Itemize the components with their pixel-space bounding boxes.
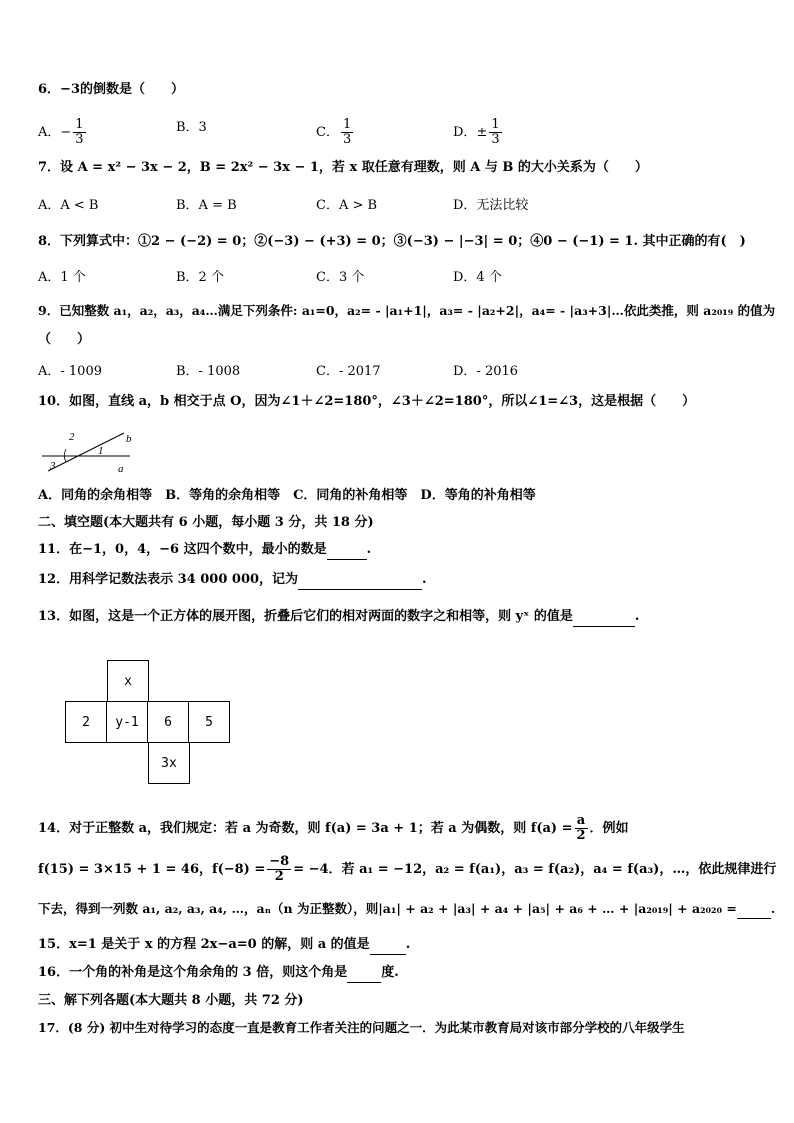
q9-option-c: C．- 2017 (316, 364, 381, 379)
q9-option-b: B．- 1008 (176, 364, 241, 379)
section-3-heading: 三、解下列各题(本大题共 8 小题，共 72 分) (38, 993, 304, 1008)
net-cell-4: 5 (188, 701, 230, 743)
q10-angle-figure (38, 425, 148, 477)
fig-label-a: a (118, 463, 124, 475)
q7-option-b: B．A = B (176, 198, 237, 213)
q17-stem: 17．(8 分) 初中生对待学习的态度一直是教育工作者关注的问题之一．为此某市教育局对该市部分学校的八年级学生 (38, 1020, 685, 1035)
fig-label-2: 2 (69, 431, 75, 443)
section-2-heading: 二、填空题(本大题共有 6 小题，每小题 3 分，共 18 分) (38, 515, 374, 530)
q7-stem: 7．设 A = x² − 3x − 2，B = 2x² − 3x − 1，若 x 取任意有理数，则 A 与 B 的大小关系为（ ） (38, 160, 648, 175)
q11-blank[interactable] (327, 545, 367, 560)
q6-option-c: C． $\frac{1}{3}$ (316, 117, 352, 147)
net-cell-3: 6 (147, 701, 189, 743)
q14-blank[interactable] (737, 904, 771, 919)
q15-blank[interactable] (370, 940, 406, 955)
q12-blank[interactable] (298, 575, 422, 590)
q13: 13．如图，这是一个正方体的展开图，折叠后它们的相对两面的数字之和相等，则 yˣ 的值是 . (38, 607, 639, 627)
q9-stem-cont: （ ） (38, 332, 91, 347)
q15: 15．x=1 是关于 x 的方程 2x−a=0 的解，则 a 的值是 . (38, 935, 410, 955)
q11: 11．在−1，0，4，−6 这四个数中，最小的数是 . (38, 540, 371, 560)
q16: 16．一个角的补角是这个角余角的 3 倍，则这个角是 度. (38, 963, 399, 983)
q6-stem: 6．−3的倒数是（ ） (38, 82, 184, 97)
q14-line-1: 14．对于正整数 a，我们规定：若 a 为奇数，则 f(a) = 3a + 1；若 a 为偶数，则 f(a) = $\frac{a}{2}$ ．例如 (38, 813, 629, 843)
q10-options: A．同角的余角相等 B．等角的余角相等 C．同角的补角相等 D．等角的补角相等 (38, 488, 536, 503)
fig-label-b: b (126, 433, 132, 445)
net-top: x (107, 660, 149, 702)
q8-option-d: D．4 个 (453, 270, 502, 285)
net-cell-1: 2 (65, 701, 107, 743)
q9-stem: 9．已知整数 a₁，a₂，a₃，a₄…满足下列条件: a₁=0，a₂= - |a₁+1|，a₃= - |a₂+2|，a₄= - |a₃+3|…依此类推，则 a₂₀₁₉ 的值为 (38, 303, 776, 318)
q8-option-c: C．3 个 (316, 270, 365, 285)
q7-option-a: A．A < B (38, 198, 99, 213)
q14-line-3: 下去，得到一列数 a₁, a₂, a₃, a₄, …，aₙ（n 为正整数），则|a₁| + a₂ + |a₃| + a₄ + |a₅| + a₆ + … + |a₂₀₁₉| + a₂₀₂₀ = . (38, 899, 775, 919)
q7-option-d: D．无法比较 (453, 198, 529, 213)
q6-option-a: A．− $\frac{1}{3}$ (38, 117, 84, 147)
q10-stem: 10．如图，直线 a，b 相交于点 O，因为∠1＋∠2=180°，∠3＋∠2=180°，所以∠1=∠3，这是根据（ ） (38, 394, 696, 409)
q8-option-b: B．2 个 (176, 270, 224, 285)
fig-label-1: 1 (98, 445, 104, 457)
q13-blank[interactable] (573, 612, 635, 627)
q8-option-a: A．1 个 (38, 270, 86, 285)
q6-option-d: D．± $\frac{1}{3}$ (453, 117, 500, 147)
q9-option-d: D．- 2016 (453, 364, 519, 379)
q8-stem: 8．下列算式中：①2 − (−2) = 0；②(−3) − (+3) = 0；③(−3) − |−3| = 0；④0 − (−1) = 1. 其中正确的有( ) (38, 234, 746, 249)
q16-blank[interactable] (347, 968, 381, 983)
net-cell-2: y-1 (106, 701, 148, 743)
net-bottom: 3x (148, 742, 190, 784)
q6-option-b: B．3 (176, 120, 207, 135)
fig-label-3: 3 (50, 460, 56, 472)
q14-line-2: f(15) = 3×15 + 1 = 46，f(−8) = $\frac{-8}{2}$ = −4．若 a₁ = −12，a₂ = f(a₁)，a₃ = f(a₂)，a₄ = f(a₃)，…，依此规律进行 (38, 854, 777, 884)
q7-option-c: C．A > B (316, 198, 378, 213)
q9-option-a: A．- 1009 (38, 364, 102, 379)
q12: 12．用科学记数法表示 34 000 000，记为 . (38, 570, 427, 590)
